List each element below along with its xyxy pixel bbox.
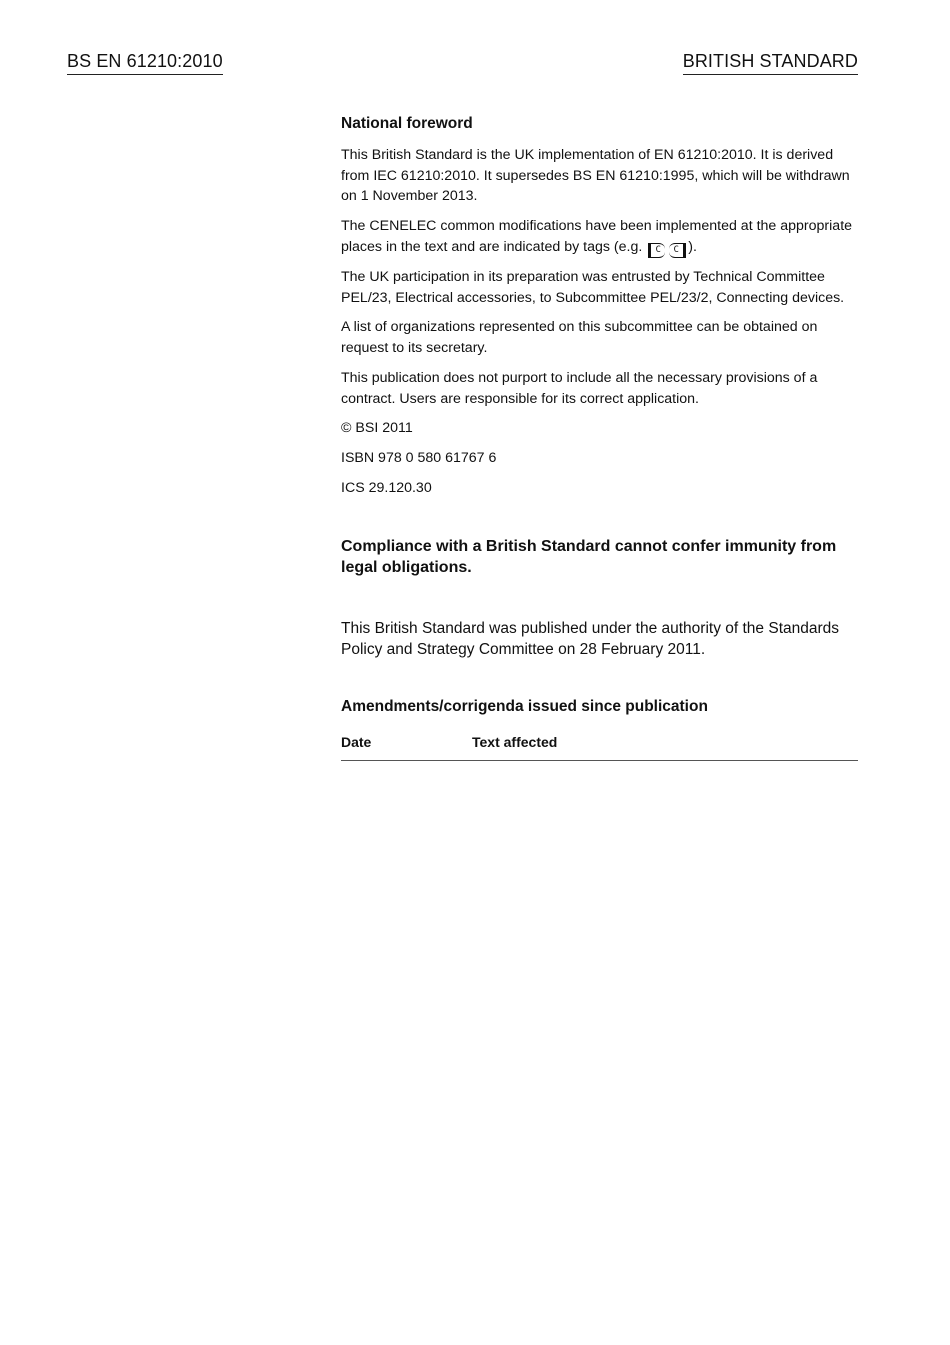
national-foreword-heading: National foreword [341,115,473,132]
series-label-header: BRITISH STANDARD [683,50,858,75]
cenelec-text-end: ). [688,238,697,255]
foreword-paragraph-implementation: This British Standard is the UK implementation of EN 61210:2010. It is derived from IEC 61210:2010. It supersedes BS EN 61210:1995, which will be withdrawn on 1 November 2013. [341,147,850,204]
standard-number-header: BS EN 61210:2010 [67,50,223,75]
isbn-line: ISBN 978 0 580 61767 6 [341,450,497,466]
foreword-paragraph-cenelec [341,216,859,258]
publication-statement: This British Standard was published under the authority of the Standards Policy and Strategy Committee on 28 February 2011. [341,620,840,658]
amendments-table-header [341,732,858,761]
foreword-paragraph-committee: The UK participation in its preparation was entrusted by Technical Committee PEL/23, Electrical accessories, to Subcommittee PEL/23/2, Connecting devices. [341,269,845,306]
copyright-line: © BSI 2011 [341,420,413,436]
column-text-affected: Text affected [472,734,558,750]
compliance-notice: Compliance with a British Standard cannot confer immunity from legal obligations. [341,538,837,576]
ics-line: ICS 29.120.30 [341,480,432,496]
amendments-heading: Amendments/corrigenda issued since publication [341,698,708,715]
tag-open-icon: C [648,243,665,258]
cenelec-text: The CENELEC common modifications have been implemented at the appropriate places in the text and are indicated by tags (e.g. [341,218,853,255]
foreword-paragraph-disclaimer: This publication does not purport to include all the necessary provisions of a contract. Users are responsible for its correct application. [341,370,818,407]
foreword-paragraph-organizations: A list of organizations represented on this subcommittee can be obtained on request to its secretary. [341,319,818,356]
column-date: Date [341,734,372,750]
tag-close-icon: C [669,243,686,258]
